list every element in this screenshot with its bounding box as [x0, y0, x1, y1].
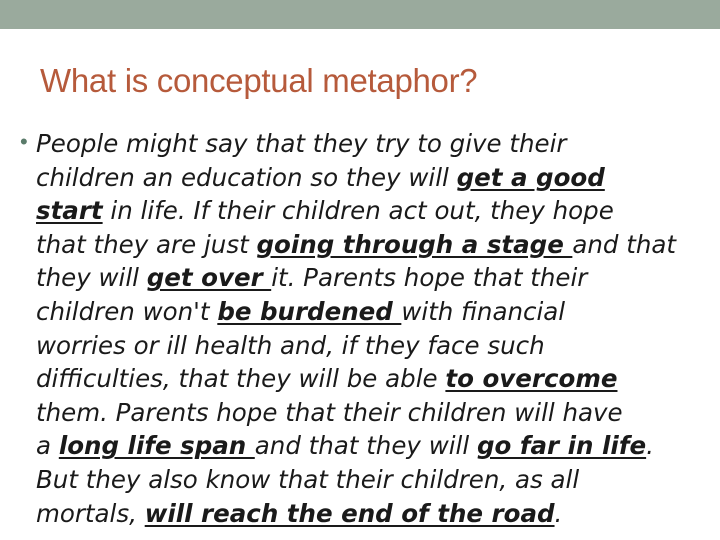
text-line	[36, 497, 710, 531]
metaphor-phrase: will reach the end of the road	[144, 498, 555, 528]
metaphor-phrase: get a good	[456, 162, 605, 192]
text-segment: with financial	[401, 296, 566, 326]
metaphor-phrase: long life span	[58, 431, 255, 461]
text-line	[36, 127, 710, 161]
text-line	[36, 261, 710, 295]
text-segment: People might say that they try to give their	[36, 129, 567, 158]
text-segment: mortals,	[36, 498, 145, 528]
text-segment: worries or ill health and, if they face such	[36, 330, 545, 360]
metaphor-phrase: going through a stage	[256, 229, 573, 259]
text-segment: and that they will	[254, 431, 477, 461]
text-segment: difficulties, that they will be able	[36, 364, 446, 394]
text-segment: a	[36, 431, 59, 461]
text-line	[36, 429, 710, 463]
text-segment: it. Parents hope that their	[271, 263, 588, 293]
bullet-point-icon: •	[20, 129, 28, 154]
text-segment: that they are just	[36, 229, 257, 259]
text-line	[36, 362, 710, 396]
metaphor-phrase: to overcome	[445, 364, 618, 394]
text-line	[36, 228, 710, 262]
text-segment: and that	[572, 229, 676, 259]
text-segment: them. Parents hope that their children will have	[36, 397, 623, 427]
metaphor-phrase: be burdened	[217, 296, 402, 326]
text-line	[36, 463, 710, 497]
bullet-paragraph	[36, 127, 710, 530]
text-line	[36, 295, 710, 329]
text-line	[36, 161, 710, 195]
text-segment: they will	[36, 263, 147, 293]
text-line	[36, 396, 710, 430]
slide-top-bar	[0, 0, 720, 29]
text-segment: children an education so they will	[36, 162, 457, 192]
slide-body	[20, 127, 710, 530]
text-segment: But they also know that their children, as all	[36, 464, 580, 494]
metaphor-phrase: start	[36, 196, 103, 226]
text-segment: in life. If their children act out, they hope	[102, 196, 614, 226]
text-segment: .	[646, 431, 654, 461]
text-line	[36, 329, 710, 363]
metaphor-phrase: get over	[146, 263, 272, 293]
text-segment: children won't	[36, 296, 218, 326]
text-line	[36, 194, 710, 228]
metaphor-phrase: go far in life	[476, 431, 647, 461]
slide-title: What is conceptual metaphor?	[40, 62, 478, 99]
text-segment: .	[554, 498, 563, 528]
